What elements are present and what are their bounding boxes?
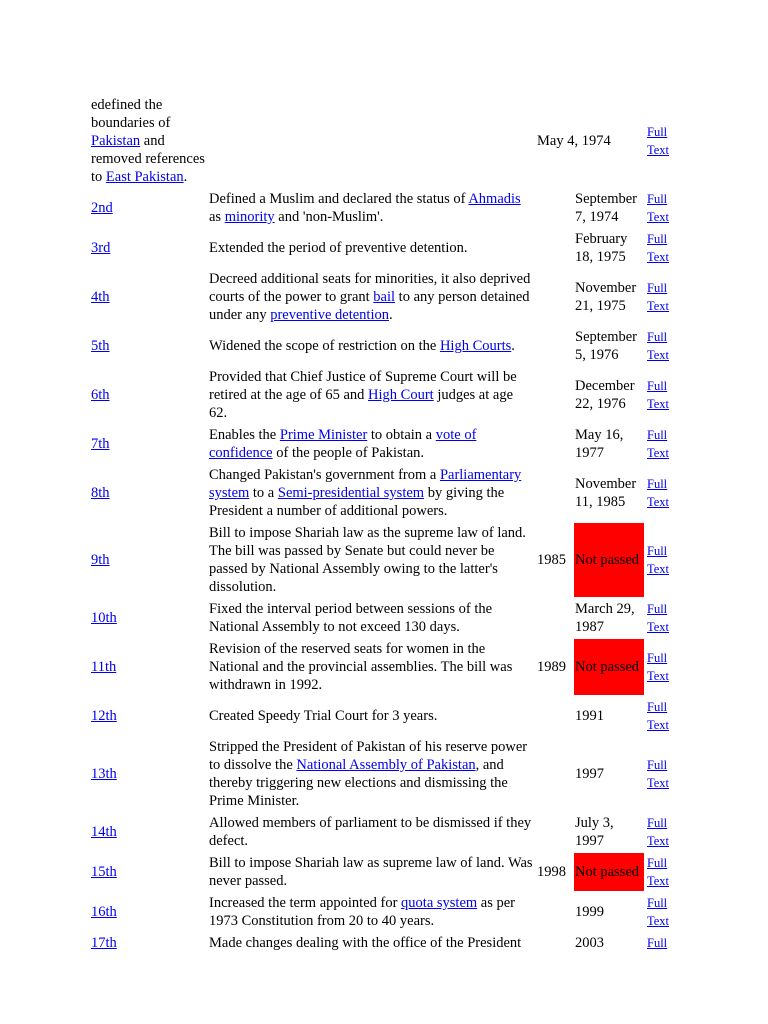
inline-link[interactable]: minority bbox=[224, 209, 275, 225]
full-text-link[interactable]: Full Text bbox=[647, 281, 670, 313]
amendment-date: 1999 bbox=[575, 904, 604, 920]
empty-year-cell bbox=[536, 465, 572, 521]
full-text-link[interactable]: Full Text bbox=[647, 651, 670, 683]
table-row bbox=[90, 523, 672, 597]
amendment-number-cell bbox=[90, 465, 206, 521]
inline-link[interactable]: Parliamentary system bbox=[209, 467, 522, 501]
amendment-number-link[interactable]: 12th bbox=[91, 708, 117, 724]
full-text-link-cell bbox=[646, 737, 672, 811]
inline-link[interactable]: vote of confidence bbox=[209, 427, 477, 461]
amendment-number-link[interactable]: 6th bbox=[91, 387, 110, 403]
first-amendment-date: May 4, 1974 bbox=[537, 133, 611, 149]
full-text-link[interactable]: Full Text bbox=[647, 192, 670, 224]
description-text: to a bbox=[249, 485, 278, 501]
description-text: , and thereby triggering new elections and dismissing the Prime Minister. bbox=[209, 757, 508, 809]
description-text: Stripped the President of Pakistan of his reserve power to dissolve the bbox=[209, 739, 528, 773]
amendment-description bbox=[208, 229, 534, 267]
description-text: to obtain a bbox=[367, 427, 436, 443]
full-text-link[interactable]: Full Text bbox=[647, 125, 670, 157]
inline-link[interactable]: Prime Minister bbox=[279, 427, 368, 443]
amendment-number-cell bbox=[90, 697, 206, 735]
amendment-date: 1991 bbox=[575, 708, 604, 724]
description-text: as per 1973 Constitution from 20 to 40 years. bbox=[209, 895, 516, 929]
full-text-link-cell bbox=[646, 367, 672, 423]
empty-year-cell bbox=[536, 367, 572, 423]
empty-year-cell bbox=[536, 327, 572, 365]
table-row bbox=[90, 639, 672, 695]
amendment-description bbox=[208, 697, 534, 735]
amendment-number-link[interactable]: 4th bbox=[91, 289, 110, 305]
full-text-link[interactable]: Full Text bbox=[647, 428, 670, 460]
amendment-date: 2003 bbox=[575, 935, 604, 951]
full-text-link-cell bbox=[646, 933, 672, 953]
amendment-description bbox=[208, 189, 534, 227]
amendment-date: May 16, 1977 bbox=[575, 427, 624, 461]
amendment-date: November 21, 1975 bbox=[575, 280, 637, 314]
table-row bbox=[90, 425, 672, 463]
full-text-link[interactable]: Full Text bbox=[647, 330, 670, 362]
full-text-link-cell bbox=[646, 893, 672, 931]
amendment-description bbox=[208, 599, 534, 637]
table-row bbox=[90, 465, 672, 521]
amendment-description bbox=[208, 523, 534, 597]
amendment-number-link[interactable]: 15th bbox=[91, 864, 117, 880]
description-text: Bill to impose Shariah law as supreme law of land. Was never passed. bbox=[209, 855, 533, 889]
amendment-year: 1985 bbox=[537, 552, 566, 568]
amendment-number-cell bbox=[90, 367, 206, 423]
full-text-link-cell bbox=[646, 813, 672, 851]
description-text: Bill to impose Shariah law as the supreme law of land. The bill was passed by Senate but could never be passed by National Assembly owing to the latter's dissolution. bbox=[209, 525, 526, 595]
empty-year-cell bbox=[536, 229, 572, 267]
description-text: Increased the term appointed for bbox=[209, 895, 402, 911]
full-text-link[interactable]: Full Text bbox=[647, 816, 670, 848]
amendment-number-cell bbox=[90, 933, 206, 953]
amendment-description bbox=[208, 853, 534, 891]
description-text: Changed Pakistan's government from a bbox=[209, 467, 440, 483]
description-text: Made changes dealing with the office of the President bbox=[209, 935, 522, 951]
empty-year-cell bbox=[536, 269, 572, 325]
description-text: Decreed additional seats for minorities, it also deprived courts of the power to grant bbox=[209, 271, 531, 305]
description-text: Extended the period of preventive detention. bbox=[209, 240, 468, 256]
amendment-date: November 11, 1985 bbox=[575, 476, 637, 510]
description-text: . bbox=[511, 338, 515, 354]
amendment-date: February 18, 1975 bbox=[575, 231, 628, 265]
empty-year-cell bbox=[536, 737, 572, 811]
full-text-link-cell bbox=[646, 189, 672, 227]
table-row-first-amendment-fragment bbox=[90, 95, 672, 187]
table-row bbox=[90, 697, 672, 735]
amendment-number-link[interactable]: 14th bbox=[91, 824, 117, 840]
table-row bbox=[90, 599, 672, 637]
full-text-link-cell bbox=[646, 229, 672, 267]
inline-link[interactable]: preventive detention bbox=[270, 307, 389, 323]
full-text-link[interactable]: Full bbox=[647, 936, 668, 950]
amendments-table bbox=[88, 93, 674, 955]
amendment-number-cell bbox=[90, 639, 206, 695]
table-row bbox=[90, 189, 672, 227]
amendment-description bbox=[208, 737, 534, 811]
empty-year-cell bbox=[536, 189, 572, 227]
amendment-number-link[interactable]: 16th bbox=[91, 904, 117, 920]
amendment-description bbox=[208, 639, 534, 695]
full-text-link[interactable]: Full Text bbox=[647, 896, 670, 928]
amendment-date: July 3, 1997 bbox=[575, 815, 614, 849]
full-text-link[interactable]: Full Text bbox=[647, 477, 670, 509]
description-text: Widened the scope of restriction on the bbox=[209, 338, 440, 354]
amendment-number-link[interactable]: 13th bbox=[91, 766, 117, 782]
amendment-number-link[interactable]: 17th bbox=[91, 935, 117, 951]
description-text: Fixed the interval period between sessions of the National Assembly to not exceed 130 days. bbox=[209, 601, 493, 635]
first-amendment-description bbox=[90, 95, 206, 187]
amendment-number-cell bbox=[90, 737, 206, 811]
description-text: Enables the bbox=[209, 427, 280, 443]
full-text-link-cell bbox=[646, 465, 672, 521]
empty-year-cell bbox=[536, 813, 572, 851]
amendment-date: September 7, 1974 bbox=[575, 191, 638, 225]
amendment-number-cell bbox=[90, 853, 206, 891]
description-text: Allowed members of parliament to be dismissed if they defect. bbox=[209, 815, 532, 849]
table-row bbox=[90, 367, 672, 423]
amendment-number-cell bbox=[90, 425, 206, 463]
amendment-number-cell bbox=[90, 523, 206, 597]
description-text: to any person detained under any bbox=[209, 289, 530, 323]
amendment-number-cell bbox=[90, 229, 206, 267]
description-text: Revision of the reserved seats for women in the National and the provincial assemblies. The bill was withdrawn in 1992. bbox=[209, 641, 513, 693]
description-text: as bbox=[209, 209, 225, 225]
amendment-number-link[interactable]: 9th bbox=[91, 552, 110, 568]
amendment-date: March 29, 1987 bbox=[575, 601, 635, 635]
full-text-link[interactable]: Full Text bbox=[647, 232, 670, 264]
amendment-number-link[interactable]: 10th bbox=[91, 610, 117, 626]
amendment-date: September 5, 1976 bbox=[575, 329, 638, 363]
full-text-link-cell bbox=[646, 327, 672, 365]
inline-link[interactable]: bail bbox=[373, 289, 396, 305]
amendment-year: 1998 bbox=[537, 864, 566, 880]
amendment-number-cell bbox=[90, 813, 206, 851]
amendment-description bbox=[208, 425, 534, 463]
full-text-link-cell bbox=[646, 639, 672, 695]
amendment-number-link[interactable]: 7th bbox=[91, 436, 110, 452]
amendments-table-body bbox=[90, 95, 672, 953]
inline-link[interactable]: Semi-presidential system bbox=[277, 485, 425, 501]
full-text-link-cell bbox=[646, 599, 672, 637]
full-text-link[interactable]: Full Text bbox=[647, 856, 670, 888]
table-row bbox=[90, 327, 672, 365]
amendment-description bbox=[208, 327, 534, 365]
empty-year-cell bbox=[536, 697, 572, 735]
amendment-number-cell bbox=[90, 893, 206, 931]
description-text: . bbox=[183, 169, 188, 185]
description-text: Provided that Chief Justice of Supreme Court will be retired at the age of 65 and bbox=[209, 369, 517, 403]
inline-link[interactable]: National Assembly of Pakistan bbox=[296, 757, 476, 773]
full-text-link-cell bbox=[646, 523, 672, 597]
amendment-description bbox=[208, 367, 534, 423]
amendment-number-cell bbox=[90, 269, 206, 325]
description-text: and 'non-Muslim'. bbox=[274, 209, 384, 225]
table-row bbox=[90, 229, 672, 267]
description-text: judges at age 62. bbox=[209, 387, 514, 421]
inline-link[interactable]: Pakistan bbox=[91, 133, 141, 149]
empty-year-cell bbox=[536, 599, 572, 637]
full-text-link-cell bbox=[646, 425, 672, 463]
description-text: of the people of Pakistan. bbox=[272, 445, 425, 461]
amendment-date: December 22, 1976 bbox=[575, 378, 635, 412]
description-text: by giving the President a number of additional powers. bbox=[209, 485, 505, 519]
amendment-description bbox=[208, 269, 534, 325]
full-text-link[interactable]: Full Text bbox=[647, 700, 670, 732]
amendment-description bbox=[208, 893, 534, 931]
full-text-link[interactable]: Full Text bbox=[647, 602, 670, 634]
table-row bbox=[90, 933, 672, 953]
inline-link[interactable]: High Courts bbox=[439, 338, 512, 354]
description-text: and removed references to bbox=[91, 133, 205, 185]
description-text: . bbox=[388, 307, 393, 323]
full-text-link[interactable]: Full Text bbox=[647, 379, 670, 411]
table-row bbox=[90, 893, 672, 931]
not-passed-status: Not passed bbox=[574, 639, 644, 695]
inline-link[interactable]: High Court bbox=[368, 387, 434, 403]
description-text: Defined a Muslim and declared the status of bbox=[209, 191, 469, 207]
not-passed-status: Not passed bbox=[574, 853, 644, 891]
inline-link[interactable]: Ahmadis bbox=[468, 191, 521, 207]
amendment-description bbox=[208, 933, 534, 953]
empty-year-cell bbox=[536, 933, 572, 953]
full-text-link[interactable]: Full Text bbox=[647, 544, 670, 576]
inline-link[interactable]: East Pakistan bbox=[105, 169, 184, 185]
full-text-link-cell bbox=[646, 697, 672, 735]
amendment-number-link[interactable]: 5th bbox=[91, 338, 110, 354]
amendment-number-link[interactable]: 11th bbox=[91, 659, 117, 675]
description-text: edefined the boundaries of bbox=[91, 97, 171, 131]
empty-year-cell bbox=[536, 893, 572, 931]
table-row bbox=[90, 813, 672, 851]
amendment-number-link[interactable]: 8th bbox=[91, 485, 110, 501]
table-row bbox=[90, 853, 672, 891]
table-row bbox=[90, 269, 672, 325]
empty-year-cell bbox=[536, 425, 572, 463]
amendment-year: 1989 bbox=[537, 659, 566, 675]
inline-link[interactable]: quota system bbox=[401, 895, 478, 911]
amendment-number-cell bbox=[90, 189, 206, 227]
amendment-number-cell bbox=[90, 327, 206, 365]
amendment-number-link[interactable]: 2nd bbox=[91, 200, 113, 216]
full-text-link[interactable]: Full Text bbox=[647, 758, 670, 790]
full-text-link-cell bbox=[646, 853, 672, 891]
full-text-link-cell bbox=[646, 269, 672, 325]
first-amendment-link-cell bbox=[646, 95, 672, 187]
table-row bbox=[90, 737, 672, 811]
not-passed-status: Not passed bbox=[574, 523, 644, 597]
amendment-description bbox=[208, 465, 534, 521]
amendment-number-link[interactable]: 3rd bbox=[91, 240, 111, 256]
first-amendment-empty-cell bbox=[208, 95, 534, 187]
description-text: Created Speedy Trial Court for 3 years. bbox=[209, 708, 438, 724]
amendment-number-cell bbox=[90, 599, 206, 637]
amendment-description bbox=[208, 813, 534, 851]
amendment-date: 1997 bbox=[575, 766, 604, 782]
